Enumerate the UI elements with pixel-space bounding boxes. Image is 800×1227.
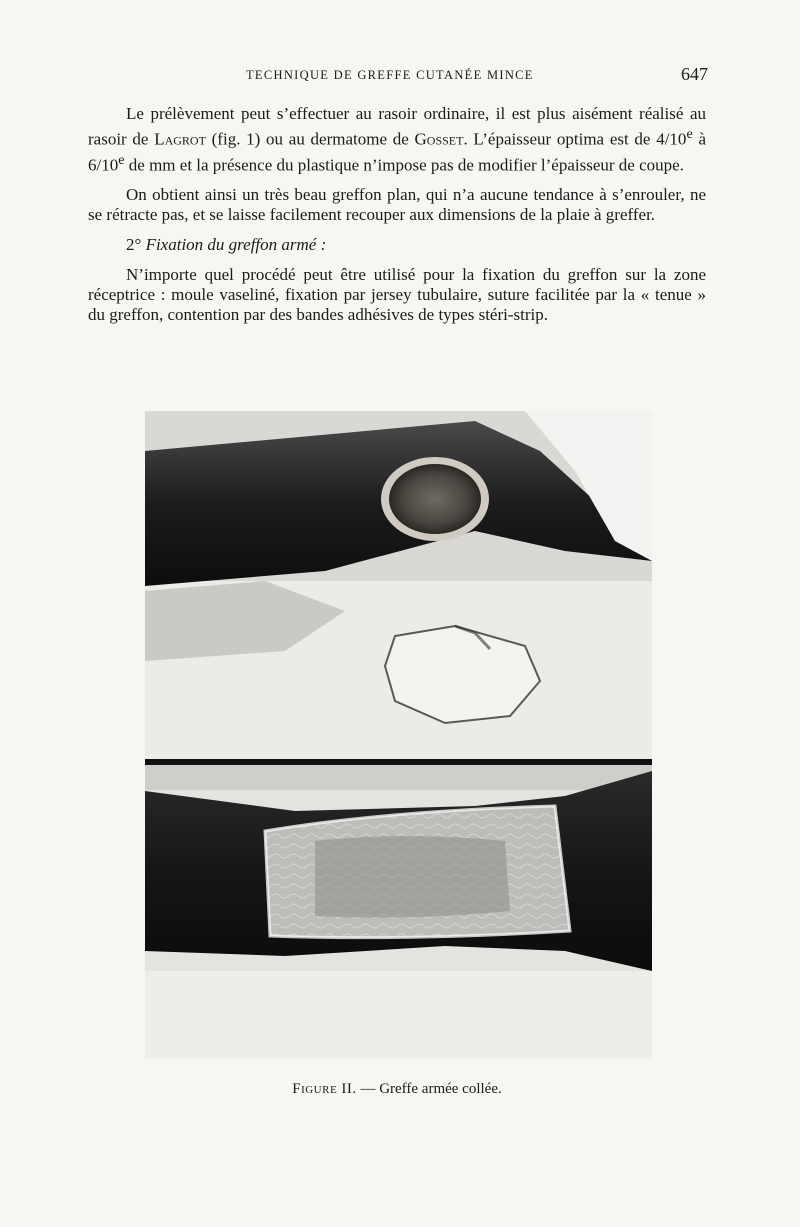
running-header — [88, 64, 708, 88]
page-number: 647 — [681, 64, 708, 84]
figure-panel-separator — [145, 759, 652, 765]
section-title: Fixation du greffon armé : — [145, 235, 327, 255]
section-heading — [88, 235, 706, 255]
figure-caption-text: — Greffe armée collée. — [360, 1081, 502, 1097]
figure-photo-svg — [145, 411, 652, 1059]
author-name-gosset: Gosset — [414, 129, 464, 149]
paragraph-1-text-c: . L’épaisseur optima est de 4/10 — [463, 129, 687, 149]
paragraph-1 — [88, 104, 706, 175]
paragraph-2: On obtient ainsi un très beau greffon plan, qui n’a aucune tendance à s’enrouler, ne se rétracte pas, et se laisse facilement recouper aux dimensions de la plaie à greffer. — [88, 185, 706, 225]
body-text — [88, 104, 706, 335]
author-name-lagrot: Lagrot — [154, 129, 206, 149]
section-number: 2° — [126, 235, 142, 255]
running-title: TECHNIQUE DE GREFFE CUTANÉE MINCE — [246, 68, 534, 82]
figure-caption — [88, 1081, 706, 1098]
superscript-e-1: e — [686, 126, 693, 142]
paragraph-1-text-b: (fig. 1) ou au dermatome de — [205, 129, 415, 149]
paragraph-1-text-d: à 6/10 — [88, 129, 707, 175]
figure-photograph — [145, 411, 652, 1059]
paragraph-1-text-e: de mm et la présence du plastique n’impose pas de modifier l’épaisseur de coupe. — [124, 155, 684, 175]
paragraph-1-text-a: Le prélèvement peut s’effectuer au rasoir ordinaire, il est plus aisément réalisé au rasoir de — [88, 104, 706, 149]
figure-bottom-panel — [145, 765, 652, 1059]
figure-caption-label: Figure II. — [292, 1081, 357, 1097]
paragraph-3: N’importe quel procédé peut être utilisé pour la fixation du greffon sur la zone réceptrice : moule vaseliné, fixation par jersey tubulaire, suture facilitée par la « tenue » du greffon, contention par des bandes adhésives de types stéri-strip. — [88, 265, 706, 325]
figure-top-panel — [145, 411, 652, 759]
superscript-e-2: e — [118, 151, 125, 168]
